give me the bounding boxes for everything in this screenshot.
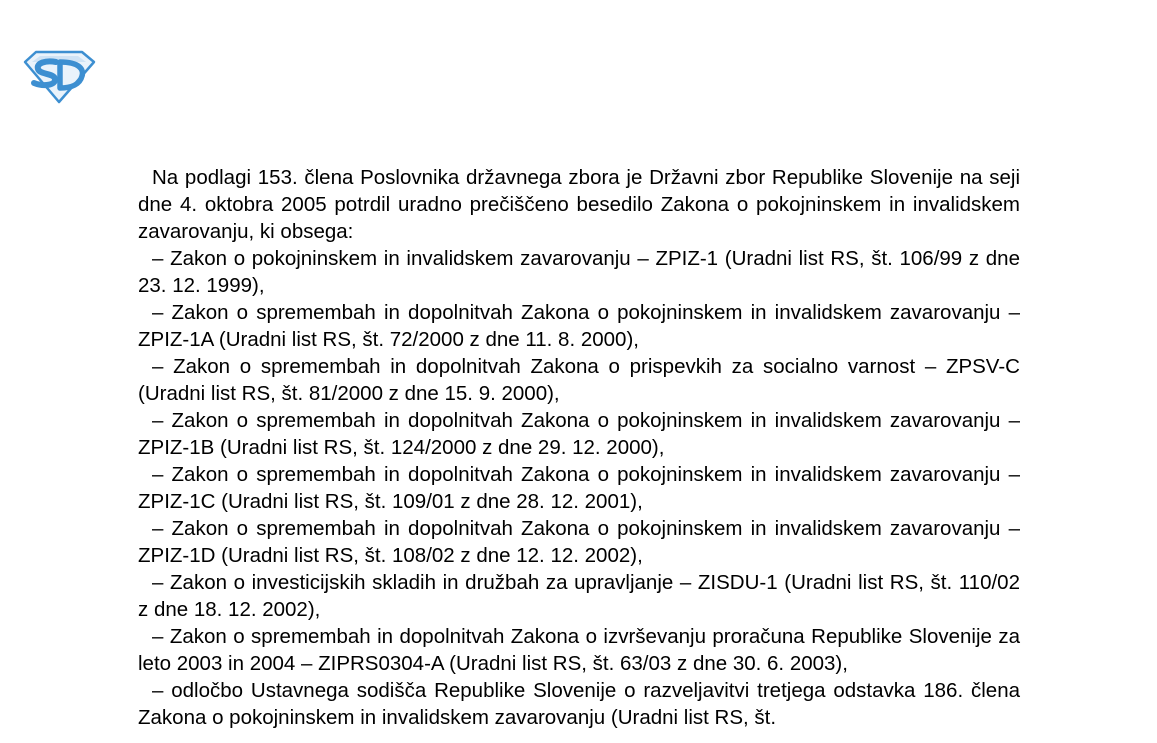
list-item: – odločbo Ustavnega sodišča Republike Slovenije o razveljavitvi tretjega odstavka 186. člena Zakona o pokojninskem in invalidskem zavarovanju (Uradni list RS, št. bbox=[138, 679, 1020, 729]
list-item: – Zakon o spremembah in dopolnitvah Zakona o pokojninskem in invalidskem zavarovanju – ZPIZ-1C (Uradni list RS, št. 109/01 z dne 28. 12. 2001), bbox=[138, 463, 1020, 513]
list-item: – Zakon o spremembah in dopolnitvah Zakona o prispevkih za socialno varnost – ZPSV-C (Uradni list RS, št. 81/2000 z dne 15. 9. 2000), bbox=[138, 355, 1020, 405]
document-body bbox=[138, 164, 1020, 731]
shield-logo-icon bbox=[22, 48, 96, 104]
intro-paragraph: Na podlagi 153. člena Poslovnika državnega zbora je Državni zbor Republike Slovenije na seji dne 4. oktobra 2005 potrdil uradno prečiščeno besedilo Zakona o pokojninskem in invalidskem zavarovanju, ki obsega: bbox=[138, 166, 1020, 243]
list-item: – Zakon o investicijskih skladih in družbah za upravljanje – ZISDU-1 (Uradni list RS, št. 110/02 z dne 18. 12. 2002), bbox=[138, 571, 1020, 621]
list-item: – Zakon o pokojninskem in invalidskem zavarovanju – ZPIZ-1 (Uradni list RS, št. 106/99 z dne 23. 12. 1999), bbox=[138, 247, 1020, 297]
list-item: – Zakon o spremembah in dopolnitvah Zakona o izvrševanju proračuna Republike Slovenije za leto 2003 in 2004 – ZIPRS0304-A (Uradni list RS, št. 63/03 z dne 30. 6. 2003), bbox=[138, 625, 1020, 675]
list-item: – Zakon o spremembah in dopolnitvah Zakona o pokojninskem in invalidskem zavarovanju – ZPIZ-1A (Uradni list RS, št. 72/2000 z dne 11. 8. 2000), bbox=[138, 301, 1020, 351]
list-item: – Zakon o spremembah in dopolnitvah Zakona o pokojninskem in invalidskem zavarovanju – ZPIZ-1B (Uradni list RS, št. 124/2000 z dne 29. 12. 2000), bbox=[138, 409, 1020, 459]
list-item: – Zakon o spremembah in dopolnitvah Zakona o pokojninskem in invalidskem zavarovanju – ZPIZ-1D (Uradni list RS, št. 108/02 z dne 12. 12. 2002), bbox=[138, 517, 1020, 567]
